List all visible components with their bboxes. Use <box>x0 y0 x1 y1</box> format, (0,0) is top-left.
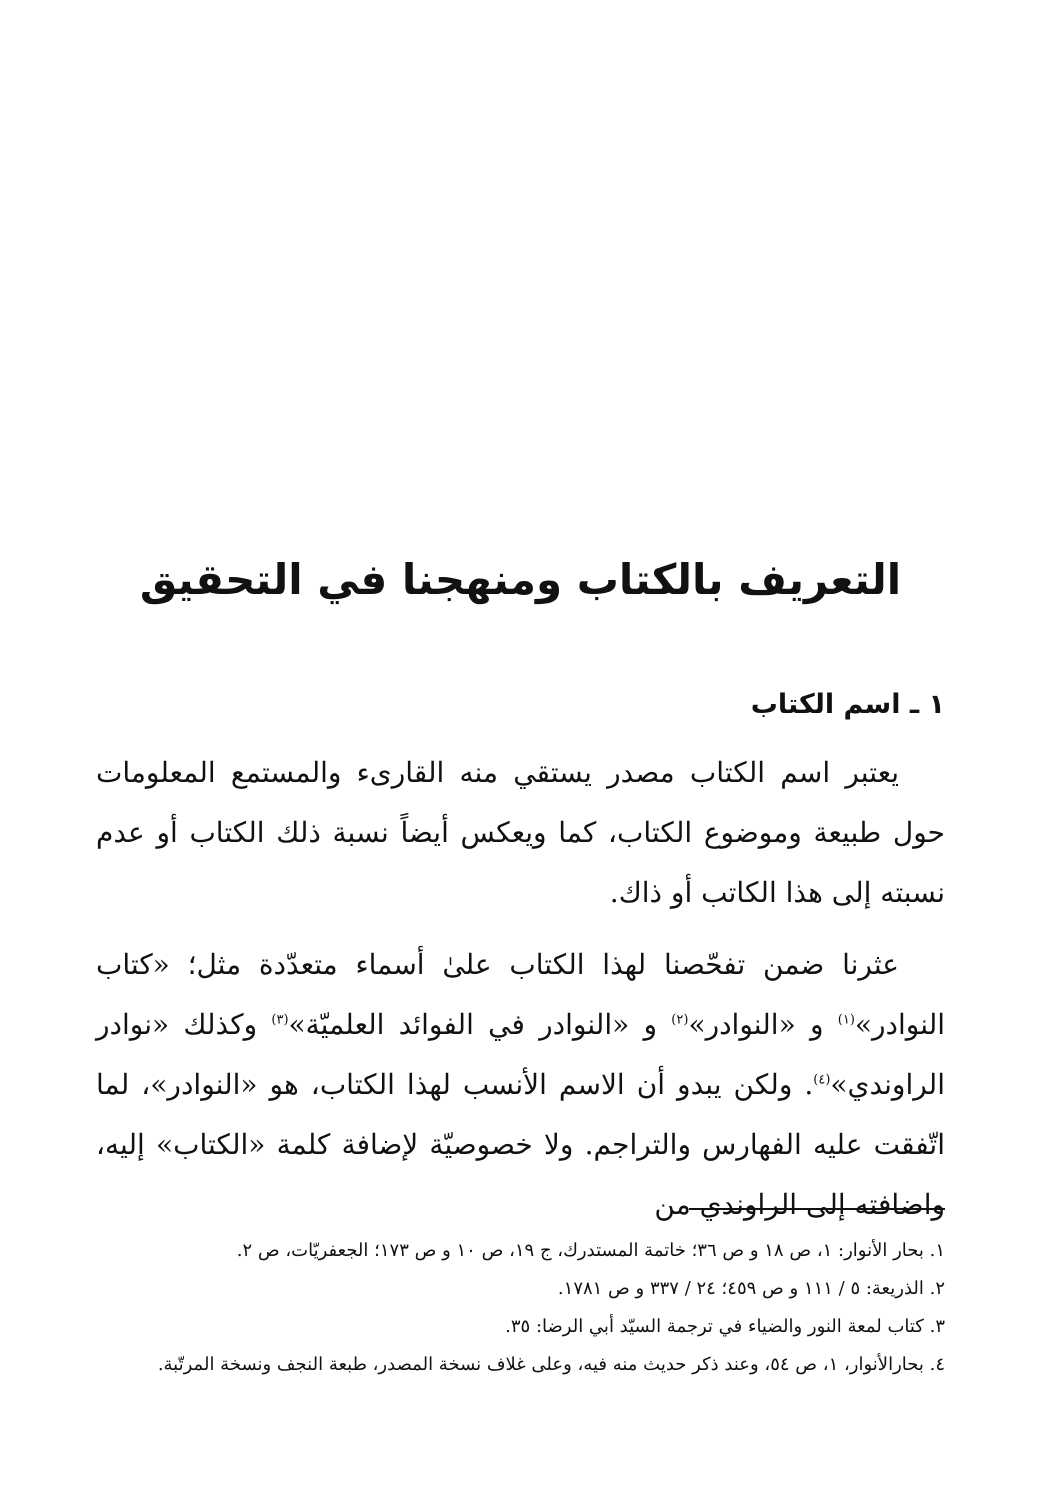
paragraph-2-segment-2: و «النوادر» <box>688 1008 838 1041</box>
paragraph-2 <box>96 935 945 1235</box>
footnote-3: ٣. كتاب لمعة النور والضياء في ترجمة السيّد أبي الرضا: ٣٥. <box>505 1316 945 1337</box>
footnote-ref-1: (١) <box>837 1012 855 1028</box>
chapter-title: التعريف بالكتاب ومنهجنا في التحقيق <box>139 555 902 604</box>
paragraph-2-segment-3: و «النوادر في الفوائد العلميّة» <box>288 1008 672 1041</box>
footnote-ref-4: (٤) <box>813 1072 831 1088</box>
footnote-1: ١. بحار الأنوار: ١، ص ١٨ و ص ٣٦؛ خاتمة المستدرك، ج ١٩، ص ١٠ و ص ١٧٣؛ الجعفريّات، ص ٢. <box>236 1240 945 1261</box>
section-heading: ١ ـ اسم الكتاب <box>750 689 945 720</box>
footnote-ref-3: (٣) <box>271 1012 289 1028</box>
paragraph-1: يعتبر اسم الكتاب مصدر يستقي منه القارىء والمستمع المعلومات حول طبيعة وموضوع الكتاب، كما ويعكس أيضاً نسبة ذلك الكتاب أو عدم نسبته إلى هذا الكاتب أو ذاك. <box>96 756 945 909</box>
footnote-4: ٤. بحارالأنوار، ١، ص ٥٤، وعند ذكر حديث منه فيه، وعلى غلاف نسخة المصدر، طبعة النجف ونسخة المرتّبة. <box>157 1354 945 1375</box>
footnote-2: ٢. الذريعة: ٥ / ١١١ و ص ٤٥٩؛ ٢٤ / ٣٣٧ و ص ١٧٨١. <box>557 1278 945 1299</box>
footnote-divider <box>689 1208 945 1210</box>
paragraph-2-segment-4: وكذلك «نوادر الراوندي» <box>96 1008 945 1101</box>
footnote-ref-2: (٢) <box>671 1012 689 1028</box>
paragraph-2-segment-1: عثرنا ضمن تفحّصنا لهذا الكتاب علىٰ أسماء متعدّدة مثل؛ «كتاب النوادر» <box>96 948 946 1041</box>
paragraph-2-segment-5: . ولكن يبدو أن الاسم الأنسب لهذا الكتاب، هو «النوادر»، لما اتّفقت عليه الفهارس والتراجم. ولا خصوصيّة لإضافة كلمة «الكتاب» إليه، واضافته إلى الراوندي من <box>96 1068 945 1221</box>
footnotes-list <box>96 1232 945 1384</box>
